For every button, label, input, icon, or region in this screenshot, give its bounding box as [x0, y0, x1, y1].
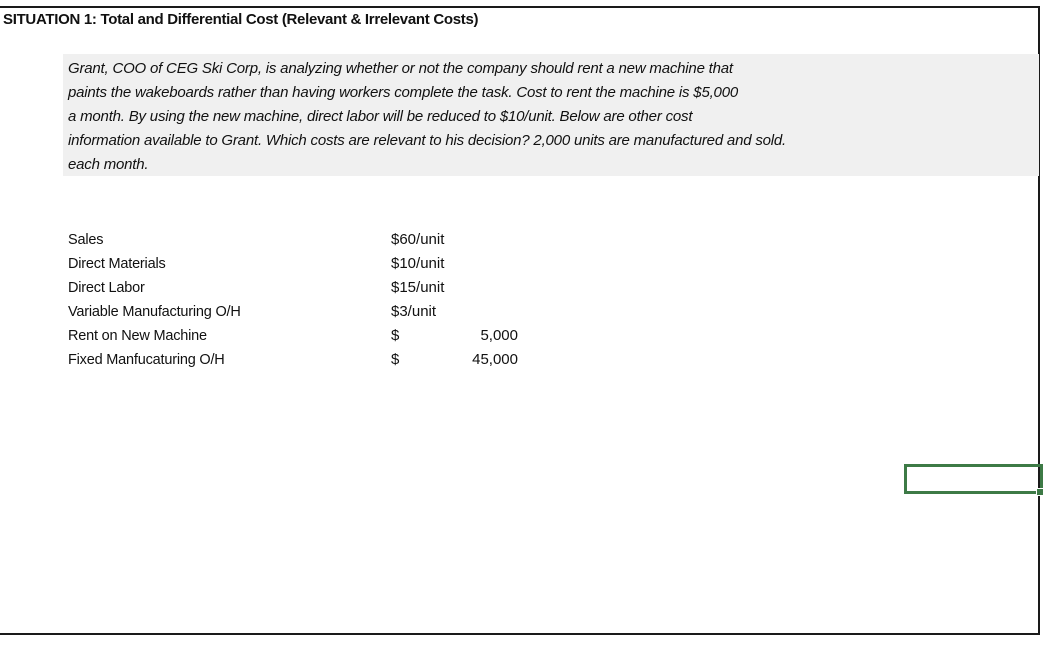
cost-value: $15/unit	[391, 279, 445, 296]
cost-amount: 45,000	[472, 351, 518, 368]
fill-handle[interactable]	[1036, 488, 1044, 496]
cost-amount: 5,000	[480, 327, 518, 344]
currency-symbol: $	[391, 351, 400, 368]
situation-title: SITUATION 1: Total and Differential Cost (Relevant & Irrelevant Costs)	[3, 11, 479, 28]
selected-cell[interactable]	[904, 464, 1043, 494]
cost-label: Fixed Manfucaturing O/H	[68, 352, 225, 368]
cost-value: $60/unit	[391, 231, 445, 248]
description-line-2: paints the wakeboards rather than having workers complete the task. Cost to rent the machine is $5,000	[68, 84, 738, 101]
cost-value: $10/unit	[391, 255, 445, 272]
cost-label: Sales	[68, 232, 104, 248]
cost-value: $3/unit	[391, 303, 437, 320]
cost-label: Direct Labor	[68, 280, 145, 296]
cost-label: Direct Materials	[68, 256, 166, 272]
cost-label: Variable Manufacturing O/H	[68, 304, 241, 320]
description-line-5: each month.	[68, 156, 149, 173]
description-line-1: Grant, COO of CEG Ski Corp, is analyzing whether or not the company should rent a new machine that	[68, 60, 733, 77]
description-line-3: a month. By using the new machine, direct labor will be reduced to $10/unit. Below are other cost	[68, 108, 693, 125]
cost-label: Rent on New Machine	[68, 328, 207, 344]
description-line-4: information available to Grant. Which costs are relevant to his decision? 2,000 units are manufactured and sold.	[68, 132, 787, 149]
currency-symbol: $	[391, 327, 400, 344]
